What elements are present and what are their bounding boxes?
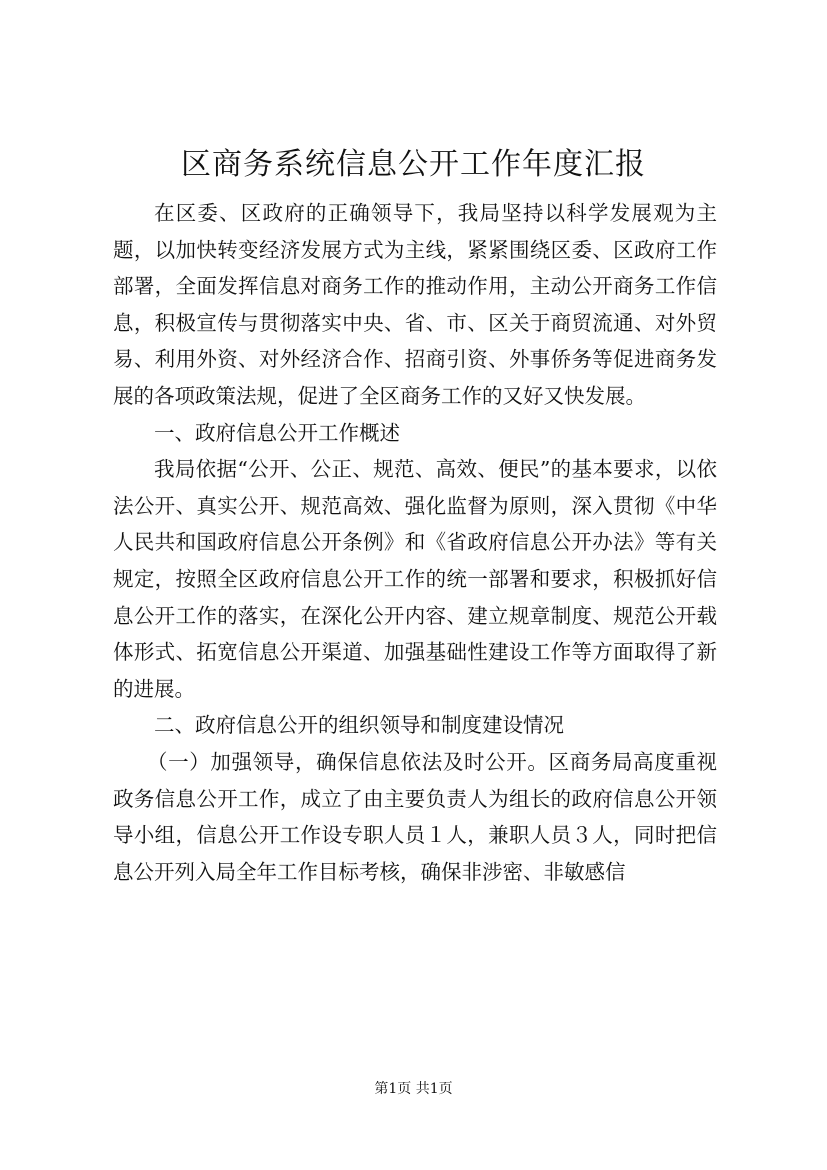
document-body — [113, 195, 717, 890]
intro-paragraph: 在区委、区政府的正确领导下，我局坚持以科学发展观为主题，以加快转变经济发展方式为主线，紧紧围绕区委、区政府工作部署，全面发挥信息对商务工作的推动作用，主动公开商务工作信息，积极宣传与贯彻落实中央、省、市、区关于商贸流通、对外贸易、利用外资、对外经济合作、招商引资、外事侨务等促进商务发展的各项政策法规，促进了全区商务工作的又好又快发展。 — [113, 201, 717, 408]
document-title: 区商务系统信息公开工作年度汇报 — [181, 147, 646, 182]
section-heading-1: 一、政府信息公开工作概述 — [154, 420, 400, 445]
page-number-footer: 第1页 共1页 — [374, 1081, 453, 1097]
leadership-paragraph: （一）加强领导，确保信息依法及时公开。区商务局高度重视政务信息公开工作，成立了由主要负责人为组长的政府信息公开领导小组，信息公开工作设专职人员１人，兼职人员３人，同时把信息公开列入局全年工作目标考核，确保非涉密、非敏感信 — [113, 749, 717, 884]
section-heading-2: 二、政府信息公开的组织领导和制度建设情况 — [154, 713, 564, 738]
overview-paragraph: 我局依据“公开、公正、规范、高效、便民”的基本要求，以依法公开、真实公开、规范高效、强化监督为原则，深入贯彻《中华人民共和国政府信息公开条例》和《省政府信息公开办法》等有关规定，按照全区政府信息公开工作的统一部署和要求，积极抓好信息公开工作的落实，在深化公开内容、建立规章制度、规范公开载体形式、拓宽信息公开渠道、加强基础性建设工作等方面取得了新的进展。 — [113, 457, 717, 701]
